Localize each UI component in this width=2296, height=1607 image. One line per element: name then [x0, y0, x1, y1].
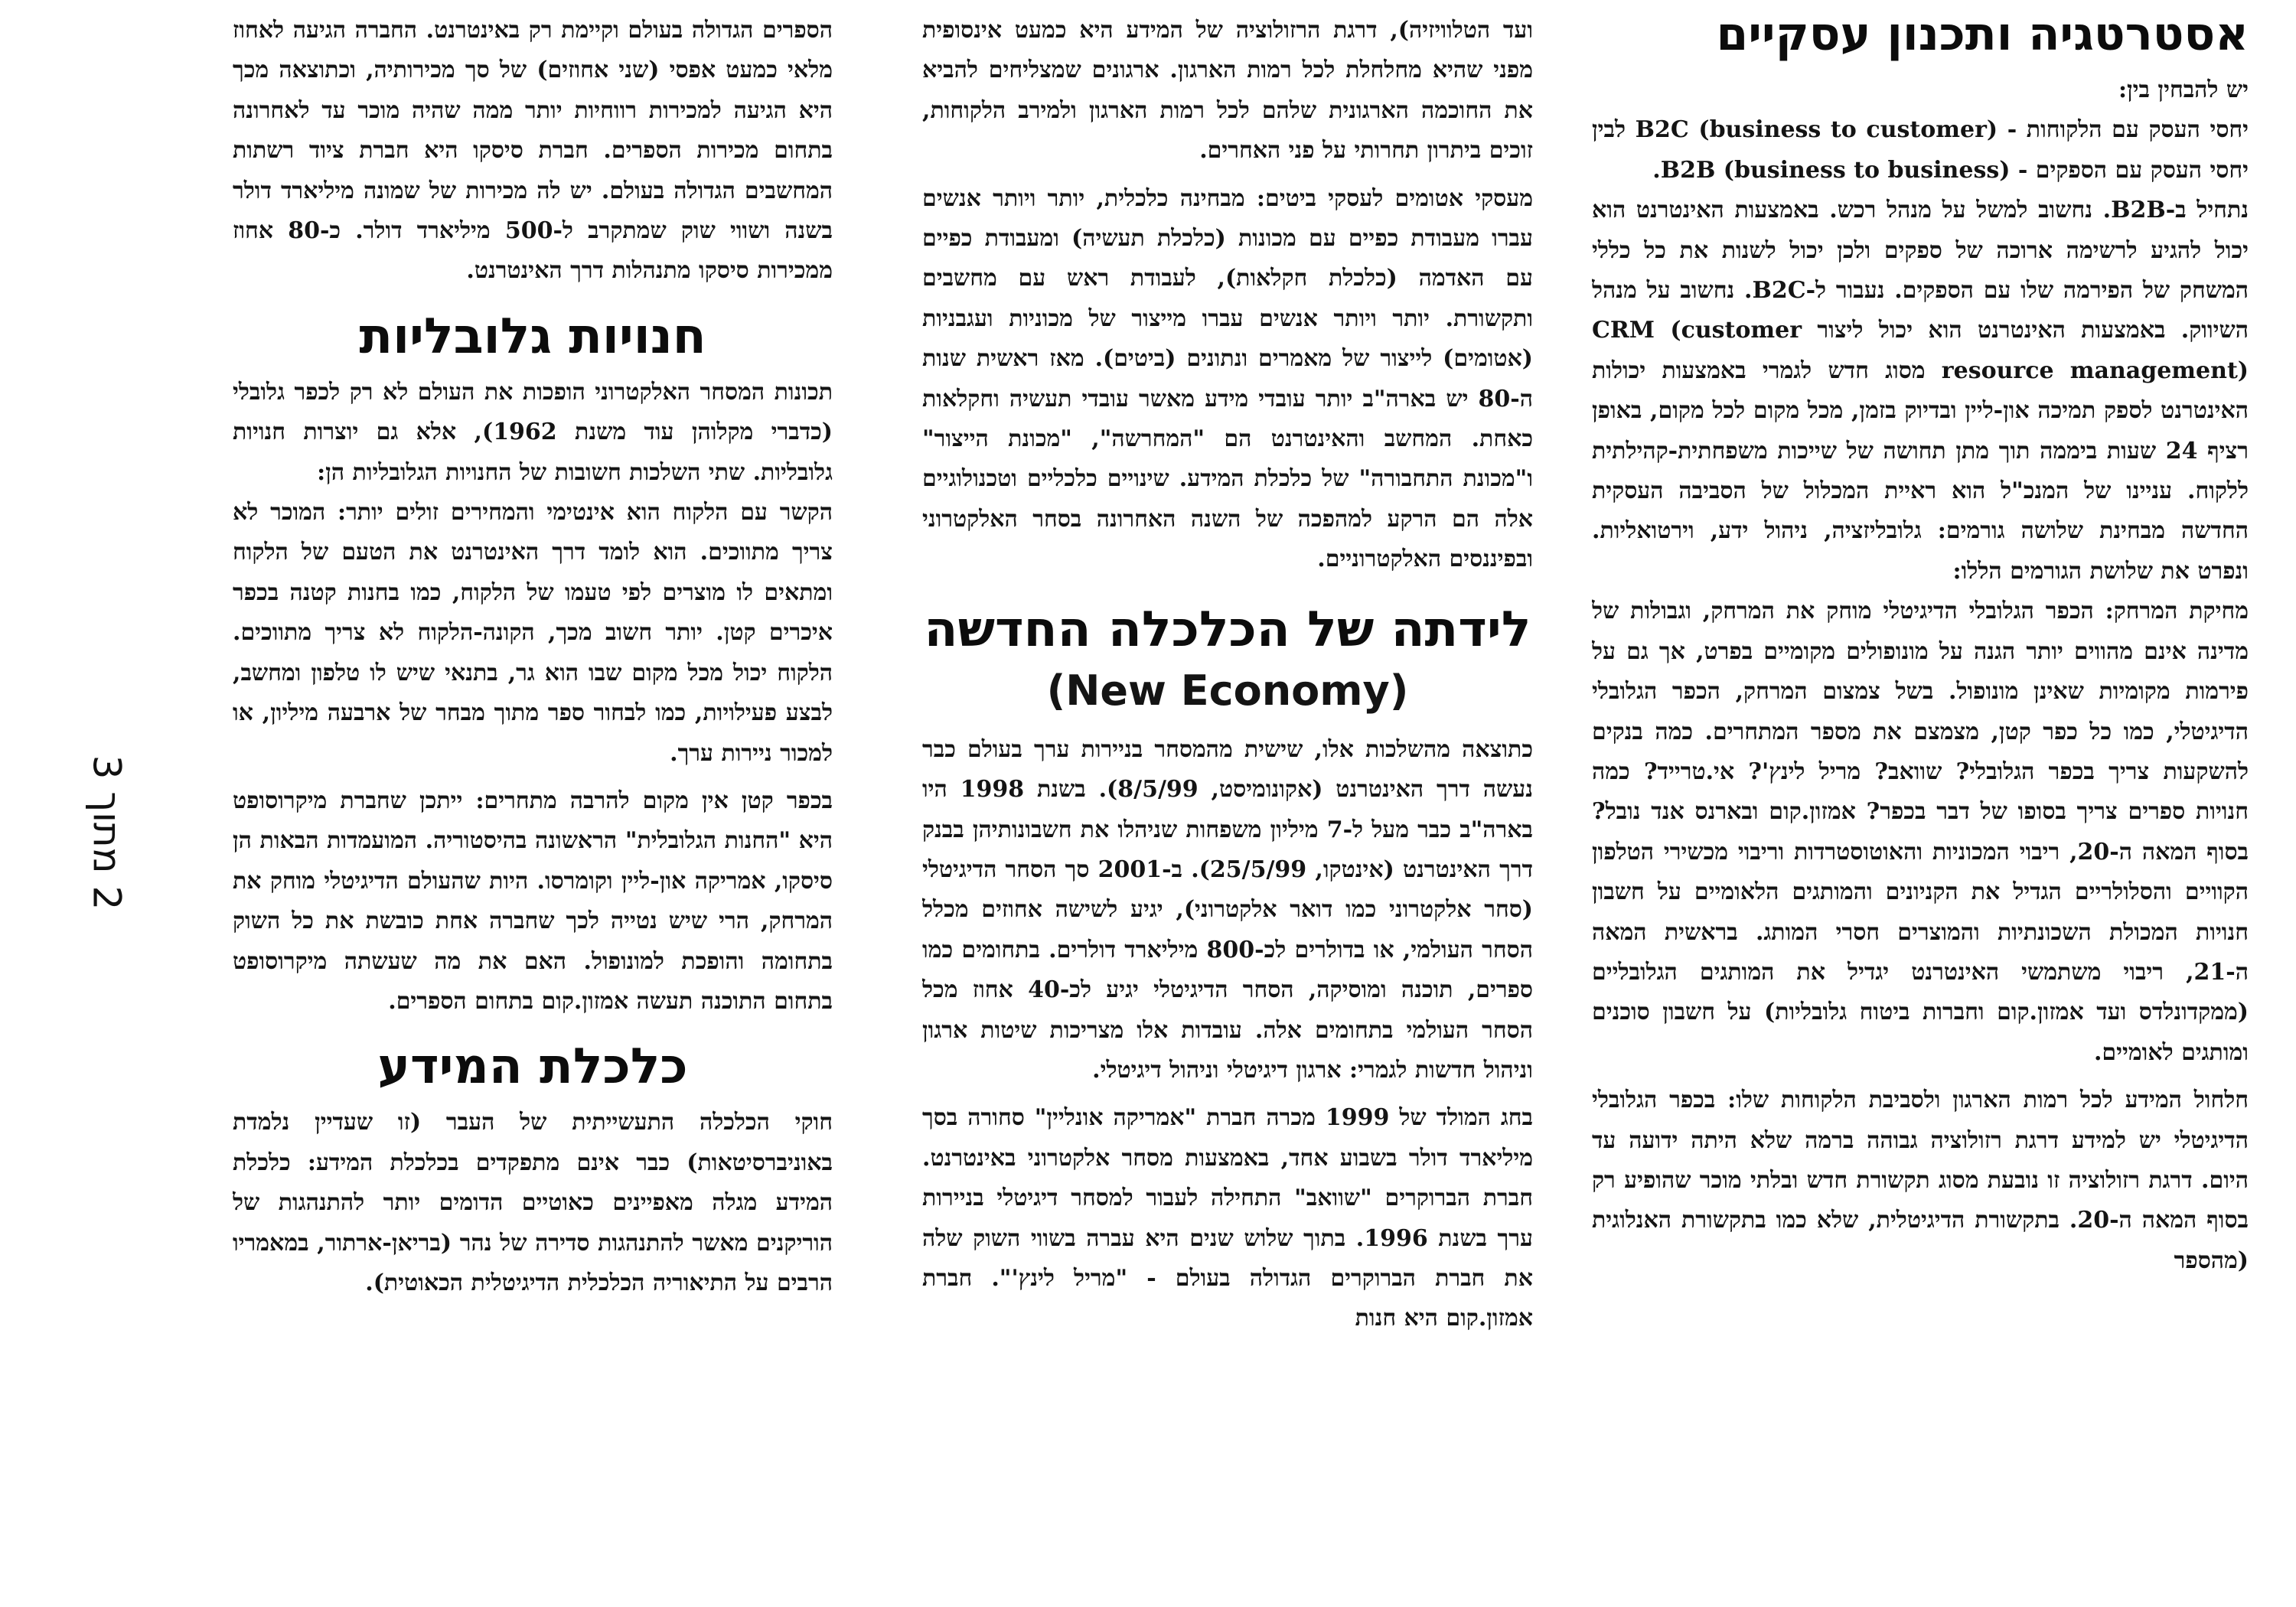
- paragraph: [1592, 592, 2249, 1073]
- paragraph-body: מבחינה כלכלית, יותר ויותר אנשים עברו מעבודת כפיים עם מכונות (כלכלת תעשיה) ומעבודת כפיים עם האדמה (כלכלת חקלאות), לעבודת ראש עם מחשבים ותקשורת. יותר ויותר אנשים עברו מייצור של מכוניות ועגבניות (אטומים) לייצור של מאמרים ונתונים (ביטים). מאז ראשית שנות ה-80 יש בארה"ב יותר עובדי מידע מאשר עובדי תעשיה וחקלאות כאחת. המחשב והאינטרנט הם "המחרשה", "מכונת הייצור" ו"מכונת התחבורה" של כלכלת המידע. שינויים כלכליים וטכנולוגיים אלה הם הרקע למהפכה של השנה האחרונה בסחר האלקטרוני ובפיננסים האלקטרוניים.: [922, 184, 1533, 573]
- paragraph: הספרים הגדולה בעולם וקיימת רק באינטרנט. החברה הגיעה לאחוז מלאי כמעט אפסי (שני אחוזים) של סך מכירותיה, וכתוצאה מכך היא הגיעה למכירות רווחיות יותר ממה שהיה מוכר עד לאחרונה בתחום מכירות הספרים. חברת סיסקו היא חברת ציוד רשתות המחשבים הגדולה בעולם. יש לה מכירות של שמונה מיליארד דולר בשנה ושווי שוק שמתקרב ל-500 מיליארד דולר. כ-80 אחוז ממכירות סיסקו מתנהלות דרך האינטרנט.: [233, 17, 833, 285]
- section-title-information-economy: כלכלת המידע: [377, 1038, 688, 1096]
- column-middle: [922, 11, 1533, 1602]
- paragraph: [922, 179, 1533, 580]
- paragraph-lead: מחיקת המרחק:: [2105, 598, 2249, 625]
- paragraph-body: בכפר הגלובלי הדיגיטלי יש למידע דרגת רזולוציה גבוהה ברמה שלא היתה ידועה עד היום. דרגת רזולוציה זו נובעת מסוג תקשורת חדש ובלתי מוכר שהופיע רק בסוף המאה ה-20. בתקשורת הדיגיטלית, שלא כמו בתקשורת האנלוגית (מהספר: [1592, 1087, 2249, 1274]
- column-right: [1592, 3, 2249, 1602]
- section-title-strategy: אסטרטגיה ותכנון עסקיים: [1716, 8, 2249, 61]
- paragraph: יחסי העסק עם הלקוחות - B2C (business to customer) לבין יחסי העסק עם הספקים - B2B (business to business).: [1592, 116, 2249, 184]
- paragraph: בחג המולד של 1999 מכרה חברת "אמריקה אונליין" סחורה בסך מיליארד דולר בשבוע אחד, באמצעות מסחר אלקטרוני באינטרנט. חברת הברוקרים "שוואב" התחילה לעבור למסחר דיגיטלי בניירות ערך בשנת 1996. בתוך שלוש שנים היא עברה בשווי השוק שלה את חברת הברוקרים הגדולה בעולם - "מריל לינץ'". חברת אמזון.קום היא חנות: [922, 1104, 1533, 1332]
- paragraph: תכונות המסחר האלקטרוני הופכות את העולם לא רק לכפר גלובלי (כדברי מקלוהן עוד משנת 1962), אלא גם יוצרות חנויות גלובליות. שתי השלכות חשובות של החנויות הגלובליות הן:: [233, 378, 833, 486]
- column-left: [233, 11, 833, 1602]
- paragraph: נתחיל ב-B2B. נחשוב למשל על מנהל רכש. באמצעות האינטרנט הוא יכול להגיע לרשימה ארוכה של ספקים ולכן יכול לשנות את כל כללי המשחק של הפירמה שלו עם הספקים. נעבור ל-B2C. נחשוב על מנהל השיווק. באמצעות האינטרנט הוא יכול ליצור CRM (customer resource management) מסוג חדש לגמרי באמצעות יכולות האינטרנט לספק תמיכה און-ליין ובדיוק בזמן, מכל מקום לכל מקום, באופן רציף 24 שעות ביממה תוך מתן תחושה של שייכות משפחתית-קהילתית ללקוח. עניינו של המנכ"ל הוא ראיית המכלול של הסביבה העסקית החדשה מבחינת שלושה גורמים: גלובליזציה, ניהול ידע, וירטואליות. ונפרט את שלושת הגורמים הללו:: [1592, 197, 2249, 585]
- page-indicator-text: 2 מתוך 3: [84, 755, 129, 911]
- section-title-new-economy: לידתה של הכלכלה החדשה: [924, 601, 1531, 658]
- paragraph: [1592, 1081, 2249, 1281]
- paragraph: כתוצאה מהשלכות אלו, שישית מהמסחר בניירות ערך בעולם כבר נעשה דרך האינטרנט (אקונומיסט, 8/5/99). בשנת 1998 היו בארה"ב כבר מעל ל-7 מיליון משפחות שניהלו את חשבונותיהן בבנק דרך האינטרנט (אינטקו, 25/5/99). ב-2001 סך הסחר הדיגיטלי (סחר אלקטרוני כמו דואר אלקטרוני), יגיע לשישה אחוזים מכלל הסחר העולמי, או בדולרים לכ-800 מיליארד דולרים. בתחומים כמו ספרים, תוכנה ומוסיקה, הסחר הדיגיטלי יגיע לכ-40 אחוז מכל הסחר העולמי בתחומים אלה. עובדות אלו מצריכות שיטות ארגון וניהול חדשות לגמרי: ארגון דיגיטלי וניהול דיגיטלי.: [922, 735, 1533, 1084]
- section-subtitle: (New Economy): [1046, 666, 1409, 715]
- page-indicator: [49, 718, 164, 947]
- section-title-global-stores: חנויות גלובליות: [359, 308, 706, 365]
- paragraph: בכפר קטן אין מקום להרבה מתחרים: ייתכן שחברת מיקרוסופט היא "החנות הגלובלית" הראשונה בהיסטוריה. המועמדות הבאות הן סיסקו, אמריקה און-ליין וקומרסו. היות שהעולם הדיגיטלי מוחק את המרחק, הרי שיש נטייה לכך שחברה אחת כובשת את כל השוק בתחומה והופכת למונופול. האם את מה שעשתה מיקרוסופט בתחום התוכנה תעשה אמזון.קום בתחום הספרים.: [233, 787, 833, 1015]
- paragraph-lead: מעסקי אטומים לעסקי ביטים:: [1256, 184, 1533, 212]
- paragraph: ועד הטלוויזיה), דרגת הרזולוציה של המידע היא כמעט אינסופית מפני שהיא מחלחלת לכל רמות הארגון. ארגונים שמצליחים להביא את החוכמה הארגונית שלהם לכל רמות הארגון ולמירב הלקוחות, זוכים ביתרון תחרותי על פני האחרים.: [922, 17, 1533, 165]
- paragraph: חוקי הכלכלה התעשייתית של העבר (זו שעדיין נלמדת באוניברסיטאות) כבר אינם מתפקדים בכלכלת המידע: כלכלת המידע מגלה מאפיינים כאוטיים הדומים יותר להתנהגות של הוריקנים מאשר להתנהגות סדירה של נהר (בריאן-ארתור, במאמריו הרבים על התיאוריה הכלכלית הדיגיטלית הכאוטית).: [233, 1109, 833, 1296]
- paragraph-body: הכפר הגלובלי הדיגיטלי מוחק את המרחק, וגבולות של מדינה אינם מהווים יותר הגנה על מונופולים מקומיים בפרט, אך גם על פירמות מקומיות שאינן מונופול. בשל צמצום המרחק, הכפר הגלובלי הדיגיטלי, כמו כל כפר קטן, מצמצם את מספר המתחרים. כמה בנקים להשקעות צריך בכפר הגלובלי? שוואב? מריל לינץ'? אי.טרייד? כמה חנויות ספרים צריך בסופו של דבר בכפר? אמזון.קום ובארנס אנד נובל? בסוף המאה ה-20, ריבוי המכוניות והאוטוסטרדות וריבוי מכשירי הטלפון הקוויים והסלולריים הגדיל את הקניונים והמותגים הלאומיים על חשבון חנויות המכולת השכונתיות והמוצרים חסרי המותג. בראשית המאה ה-21, ריבוי משתמשי האינטרנט יגדיל את המותגים הגלובליים (ממקדונלדס ועד אמזון.קום וחברות ביטוח גלובליות) על חשבון סוכנים ומותגים לאומיים.: [1592, 598, 2249, 1066]
- paragraph: הקשר עם הלקוח הוא אינטימי והמחירים זולים יותר: המוכר לא צריך מתווכים. הוא לומד דרך האינטרנט את הטעם של הלקוח ומתאים לו מוצרים לפי טעמו של הלקוח, כמו בחנות קטנה בכפר איכרים קטן. יותר חשוב מכך, הקונה-הלקוח לא צריך מתווכים. הלקוח יכול מכל מקום שבו הוא גר, בתנאי שיש לו טלפון ומחשב, לבצע פעילויות, כמו לבחור ספר מתוך מבחר של ארבעה מיליון, או למכור ניירות ערך.: [233, 499, 833, 767]
- paragraph: יש להבחין בין:: [2118, 77, 2249, 103]
- paragraph-lead: חלחול המידע לכל רמות הארגון ולסביבת הלקוחות שלו:: [1727, 1087, 2249, 1114]
